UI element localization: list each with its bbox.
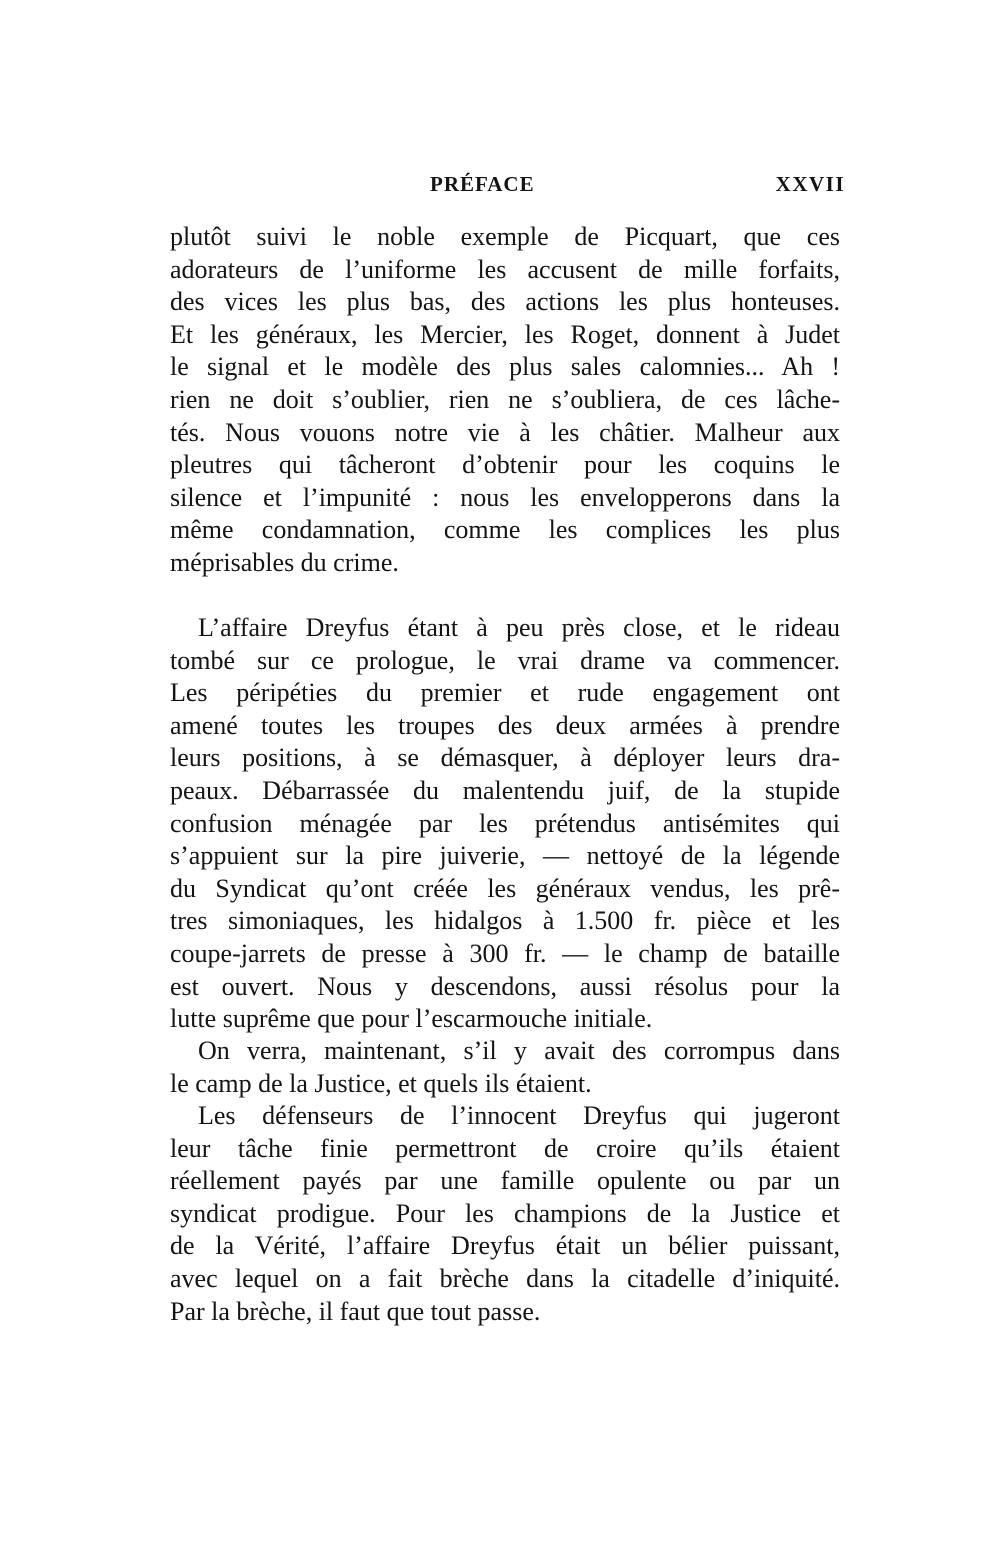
text-line: tombé sur ce prologue, le vrai drame va commencer. bbox=[170, 645, 840, 675]
text-line: Les péripéties du premier et rude engagement ont bbox=[170, 678, 840, 708]
text-line: confusion ménagée par les prétendus antisémites qui bbox=[170, 808, 840, 838]
text-line: tés. Nous vouons notre vie à les châtier. Malheur aux bbox=[170, 417, 840, 447]
text-line: avec lequel on a fait brèche dans la citadelle d’iniquité. bbox=[170, 1263, 840, 1293]
page-number: XXVII bbox=[775, 172, 845, 196]
text-line: leur tâche finie permettront de croire qu’ils étaient bbox=[170, 1133, 840, 1163]
text-line: même condamnation, comme les complices les plus bbox=[170, 515, 840, 545]
text-line: lutte suprême que pour l’escarmouche initiale. bbox=[170, 1004, 653, 1034]
paragraph-4 bbox=[170, 1100, 840, 1328]
text-line: tres simoniaques, les hidalgos à 1.500 fr. pièce et les bbox=[170, 906, 840, 936]
text-line: du Syndicat qu’ont créée les généraux vendus, les prê- bbox=[170, 873, 840, 903]
text-line: adorateurs de l’uniforme les accusent de mille forfaits, bbox=[170, 254, 840, 284]
text-line: méprisables du crime. bbox=[170, 547, 399, 577]
text-line: s’appuient sur la pire juiverie, — nettoyé de la légende bbox=[170, 841, 840, 871]
paragraph-2 bbox=[170, 612, 840, 1036]
text-line: amené toutes les troupes des deux armées à prendre bbox=[170, 710, 840, 740]
text-line: plutôt suivi le noble exemple de Picquart, que ces bbox=[170, 222, 840, 251]
text-line: peaux. Débarrassée du malentendu juif, de la stupide bbox=[170, 775, 840, 805]
text-line: de la Vérité, l’affaire Dreyfus était un bélier puissant, bbox=[170, 1231, 840, 1261]
paragraph-3 bbox=[170, 1035, 840, 1100]
text-line: L’affaire Dreyfus étant à peu près close, et le rideau bbox=[198, 613, 840, 642]
text-line: Et les généraux, les Mercier, les Roget, donnent à Judet bbox=[170, 319, 840, 349]
text-line: rien ne doit s’oublier, rien ne s’oubliera, de ces lâche- bbox=[170, 384, 840, 414]
text-line: des vices les plus bas, des actions les plus honteuses. bbox=[170, 287, 840, 317]
text-line: est ouvert. Nous y descendons, aussi résolus pour la bbox=[170, 971, 840, 1001]
text-line: Les défenseurs de l’innocent Dreyfus qui jugeront bbox=[198, 1101, 840, 1130]
text-line: leurs positions, à se démasquer, à déployer leurs dra- bbox=[170, 743, 840, 773]
text-line: réellement payés par une famille opulente ou par un bbox=[170, 1166, 840, 1196]
text-line: silence et l’impunité : nous les envelopperons dans la bbox=[170, 482, 840, 512]
text-line: Par la brèche, il faut que tout passe. bbox=[170, 1296, 541, 1326]
running-title: PRÉFACE bbox=[430, 172, 535, 196]
text-line: On verra, maintenant, s’il y avait des corrompus dans bbox=[198, 1036, 840, 1065]
page-header bbox=[430, 172, 845, 202]
text-line: syndicat prodigue. Pour les champions de la Justice et bbox=[170, 1198, 840, 1228]
text-line: coupe-jarrets de presse à 300 fr. — le champ de bataille bbox=[170, 938, 840, 968]
text-line: le signal et le modèle des plus sales calomnies... Ah ! bbox=[170, 352, 840, 382]
text-line: le camp de la Justice, et quels ils étaient. bbox=[170, 1068, 592, 1098]
text-line: pleutres qui tâcheront d’obtenir pour les coquins le bbox=[170, 450, 840, 480]
paragraph-1 bbox=[170, 221, 840, 580]
